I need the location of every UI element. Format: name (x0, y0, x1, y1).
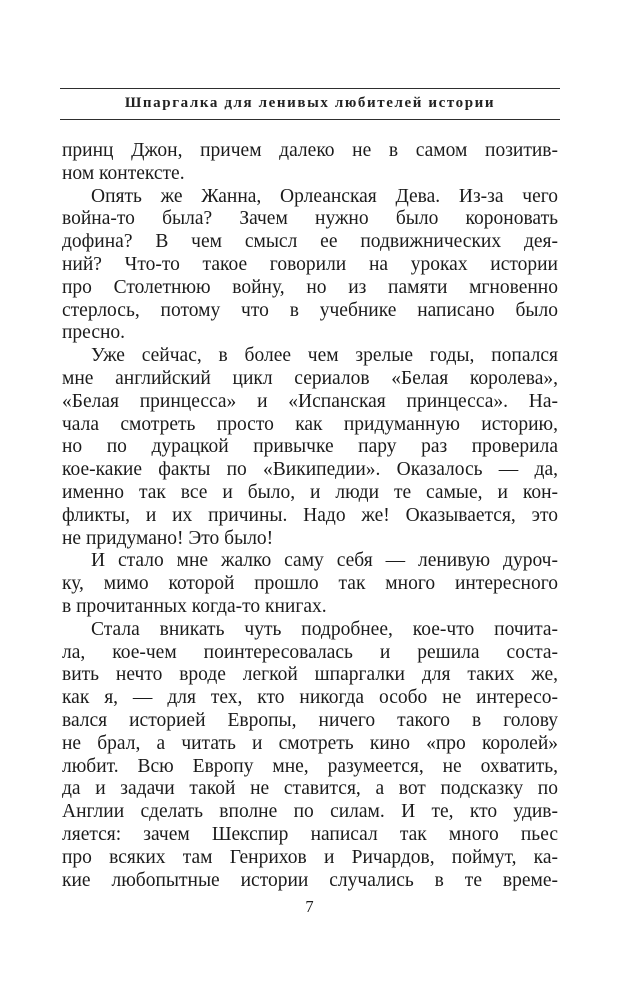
page-body (62, 140, 558, 892)
text-line: ла, кое-чем поинтересовалась и решила соста- (62, 641, 558, 663)
text-line: война-то была? Зачем нужно было короновать (62, 208, 558, 230)
text-line: да и задачи такой не ставится, а вот подсказку по (62, 778, 558, 800)
text-line: ляется: зачем Шекспир написал так много пьес (62, 823, 558, 845)
text-line: Англии сделать вполне по силам. И те, кто удив- (62, 801, 558, 823)
page-number: 7 (305, 897, 314, 916)
header-rule-bottom (60, 119, 560, 120)
text-line: как я, — для тех, кто никогда особо не интересо- (62, 687, 558, 709)
paragraph (62, 186, 558, 346)
paragraph (62, 140, 558, 186)
text-line: принц Джон, причем далеко не в самом позитив- (62, 140, 558, 161)
paragraph (62, 345, 558, 550)
text-line: ний? Что-то такое говорили на уроках истории (62, 253, 558, 275)
text-line: Уже сейчас, в более чем зрелые годы, попался (91, 345, 558, 367)
text-line: ном контексте. (62, 162, 185, 184)
text-line: мне английский цикл сериалов «Белая королева», (62, 367, 558, 389)
text-line: не придумано! Это было! (62, 527, 274, 549)
text-line: кое-какие факты по «Википедии». Оказалось — да, (62, 459, 558, 481)
text-line: но по дурацкой привычке пару раз проверила (62, 436, 558, 458)
text-line: в прочитанных когда-то книгах. (62, 595, 327, 617)
text-line: фликты, и их причины. Надо же! Оказывается, это (62, 504, 558, 526)
text-line: Стала вникать чуть подробнее, кое-что почита- (91, 618, 558, 640)
running-header-title: Шпаргалка для ленивых любителей истории (124, 95, 496, 111)
text-line: пресно. (62, 322, 126, 344)
text-line: И стало мне жалко саму себя — ленивую дуроч- (91, 550, 558, 572)
text-line: чала смотреть просто как придуманную историю, (62, 413, 558, 435)
text-line: именно так все и было, и люди те самые, и кон- (62, 481, 558, 503)
text-line: ку, мимо которой прошло так много интересного (62, 573, 558, 595)
text-line: вался историей Европы, ничего такого в голову (62, 709, 558, 731)
text-line: про Столетнюю войну, но из памяти мгновенно (62, 276, 558, 298)
text-line: стерлось, потому что в учебнике написано было (62, 299, 558, 321)
text-line: не брал, а читать и смотреть кино «про королей» (62, 732, 558, 754)
paragraph (62, 619, 558, 893)
running-header (60, 88, 560, 120)
text-line: вить нечто вроде легкой шпаргалки для таких же, (62, 664, 558, 686)
text-line: кие любопытные истории случались в те време- (62, 869, 558, 891)
text-line: «Белая принцесса» и «Испанская принцесса». На- (62, 390, 558, 412)
page-footer (0, 897, 619, 917)
text-line: любит. Всю Европу мне, разумеется, не охватить, (62, 755, 558, 777)
text-line: дофина? В чем смысл ее подвижнических дея- (62, 231, 558, 253)
paragraph (62, 550, 558, 618)
text-line: про всяких там Генрихов и Ричардов, поймут, ка- (62, 846, 558, 868)
text-line: Опять же Жанна, Орлеанская Дева. Из-за чего (91, 185, 558, 207)
